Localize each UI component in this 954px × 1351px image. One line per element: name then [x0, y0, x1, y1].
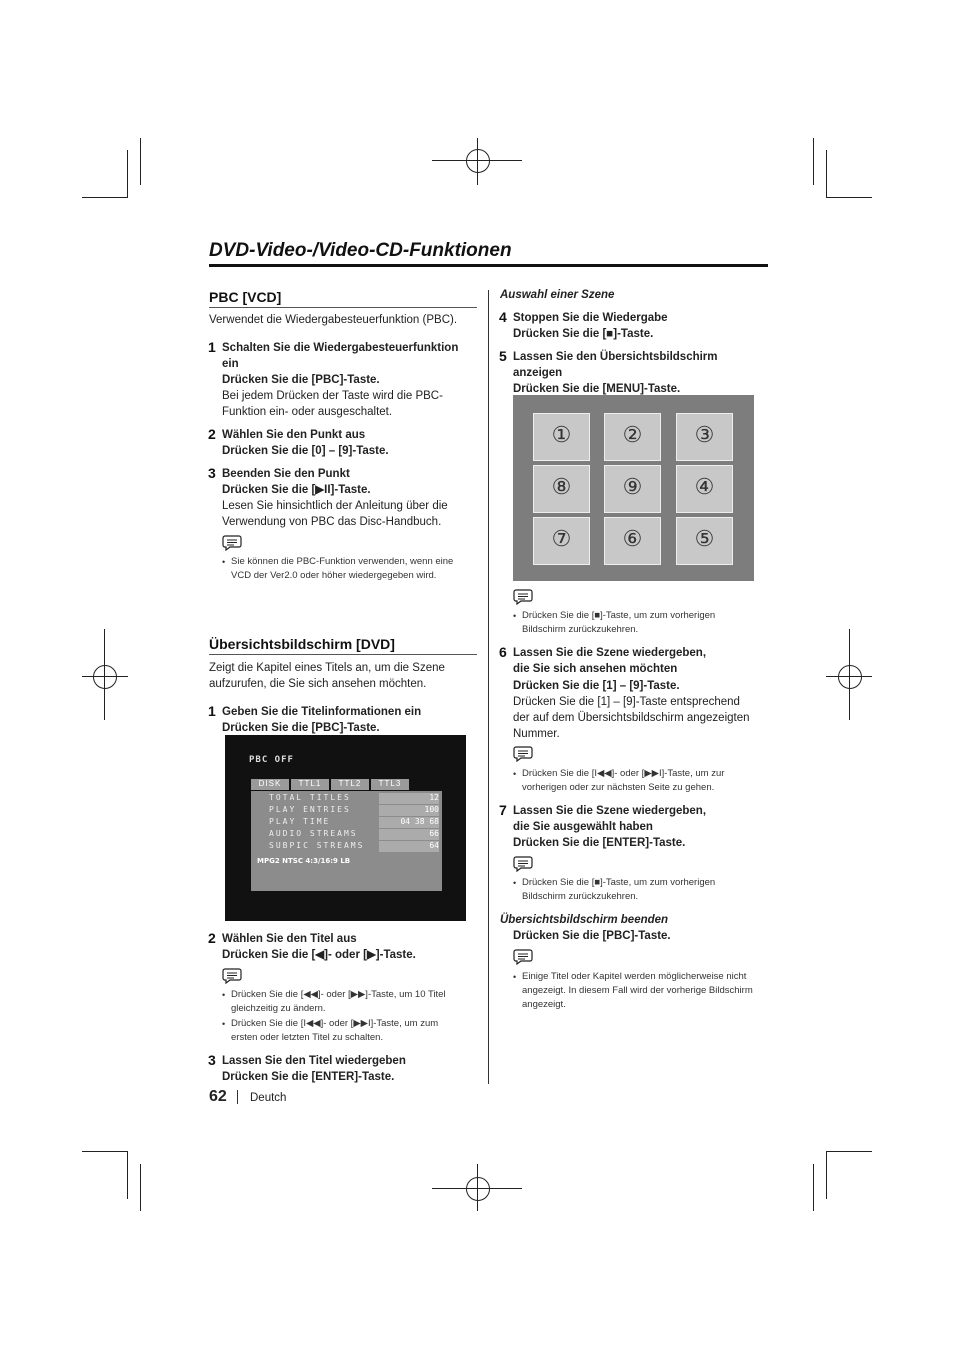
pbc-section-title: PBC [VCD] — [209, 289, 282, 305]
scene-thumbnail: ⑥ — [604, 517, 661, 565]
bullet: • — [222, 557, 226, 567]
step5-number: 5 — [499, 348, 507, 364]
title-info-screenshot — [225, 735, 466, 921]
step6-number: 6 — [499, 644, 507, 660]
scene-thumbnail: ③ — [676, 413, 733, 461]
pbc-note-cont: VCD der Ver2.0 oder höher wiedergegeben wird. — [231, 570, 437, 581]
step6-desc-cont: der auf dem Übersichtsbildschirm angezeigten — [513, 712, 750, 724]
pbc-step3-desc-cont: Verwendung von PBC das Disc-Handbuch. — [222, 516, 442, 528]
pbc-step2-action: Drücken Sie die [0] – [9]-Taste. — [222, 445, 389, 457]
column-divider — [488, 290, 489, 1084]
scene-thumbnail: ⑧ — [533, 465, 590, 513]
overview-step3-action: Drücken Sie die [ENTER]-Taste. — [222, 1071, 395, 1083]
title-rule — [209, 264, 768, 267]
screen-tab: DISK — [251, 779, 289, 790]
note-icon — [513, 589, 533, 605]
step4-number: 4 — [499, 309, 507, 325]
step7-heading-cont: die Sie ausgewählt haben — [513, 821, 653, 833]
end-note: Einige Titel oder Kapitel werden möglicherweise nicht — [522, 971, 747, 982]
pbc-step1-heading-cont: ein — [222, 358, 239, 370]
footer-separator — [237, 1090, 238, 1104]
end-note-cont: angezeigt. In diesem Fall wird der vorherige Bildschirm — [522, 985, 753, 996]
pbc-step3-desc: Lesen Sie hinsichtlich der Anleitung über die — [222, 500, 448, 512]
bullet: • — [513, 769, 517, 779]
step6-heading-cont: die Sie sich ansehen möchten — [513, 663, 678, 675]
overview-note: Drücken Sie die [I◀◀]- oder [▶▶I]-Taste, um zum — [231, 1018, 439, 1029]
pbc-step2-number: 2 — [208, 426, 216, 442]
screen-format: MPG2 NTSC 4:3/16:9 LB — [257, 857, 351, 865]
screen-tabs — [251, 779, 442, 791]
screen-row-value: 66 — [379, 829, 439, 840]
overview-step2-action: Drücken Sie die [◀]- oder [▶]-Taste. — [222, 949, 416, 961]
pbc-step3-action: Drücken Sie die [▶II]-Taste. — [222, 484, 371, 496]
pbc-note: Sie können die PBC-Funktion verwenden, wenn eine — [231, 556, 454, 567]
step6-desc: Drücken Sie die [1] – [9]-Taste entsprechend — [513, 696, 740, 708]
screen-tab: TTL2 — [331, 779, 369, 790]
scene-thumbnail: ⑨ — [604, 465, 661, 513]
overview-step1-action: Drücken Sie die [PBC]-Taste. — [222, 722, 380, 734]
screen-row-value: 100 — [379, 805, 439, 816]
screen-row-value: 64 — [379, 841, 439, 852]
overview-section-rule — [209, 654, 477, 655]
step7-number: 7 — [499, 802, 507, 818]
pbc-step3-number: 3 — [208, 465, 216, 481]
screen-row-label: PLAY TIME — [269, 817, 331, 826]
screen-row — [257, 841, 440, 853]
scene-thumbnail: ② — [604, 413, 661, 461]
step6-action: Drücken Sie die [1] – [9]-Taste. — [513, 680, 680, 692]
screen-row-label: AUDIO STREAMS — [269, 829, 358, 838]
overview-step1-heading: Geben Sie die Titelinformationen ein — [222, 706, 422, 718]
screen-pbc-status: PBC OFF — [249, 755, 294, 765]
overview-step2-number: 2 — [208, 930, 216, 946]
scene-thumbnail: ④ — [676, 465, 733, 513]
scene-thumbnail: ① — [533, 413, 590, 461]
end-heading: Übersichtsbildschirm beenden — [500, 914, 669, 926]
footer-language: Deutch — [250, 1092, 287, 1104]
screen-row — [257, 817, 440, 829]
pbc-intro: Verwendet die Wiedergabesteuerfunktion (PBC). — [209, 314, 458, 326]
end-note-end: angezeigt. — [522, 999, 566, 1010]
step7-note: Drücken Sie die [■]-Taste, um zum vorherigen — [522, 877, 716, 888]
screen-row-label: PLAY ENTRIES — [269, 805, 351, 814]
screen-tab: TTL3 — [371, 779, 409, 790]
screen-row — [257, 805, 440, 817]
note-icon — [222, 968, 242, 984]
step7-note-cont: Bildschirm zurückzukehren. — [522, 891, 639, 902]
overview-intro: Zeigt die Kapitel eines Titels an, um die Szene — [209, 662, 445, 674]
overview-note-cont: gleichzeitig zu ändern. — [231, 1003, 326, 1014]
overview-screenshot — [513, 395, 754, 581]
overview-step3-number: 3 — [208, 1052, 216, 1068]
screen-row-label: SUBPIC STREAMS — [269, 841, 365, 850]
pbc-step2-heading: Wählen Sie den Punkt aus — [222, 429, 366, 441]
scene-thumbnail: ⑤ — [676, 517, 733, 565]
overview-note: Drücken Sie die [◀◀]- oder [▶▶]-Taste, um 10 Titel — [231, 989, 446, 1000]
scene-heading: Auswahl einer Szene — [500, 289, 615, 301]
bullet: • — [222, 1019, 226, 1029]
bullet: • — [513, 611, 517, 621]
bullet: • — [513, 878, 517, 888]
step6-note-cont: vorherigen oder zur nächsten Seite zu gehen. — [522, 782, 715, 793]
page-number: 62 — [209, 1088, 227, 1105]
pbc-step1-action: Drücken Sie die [PBC]-Taste. — [222, 374, 380, 386]
bullet: • — [222, 990, 226, 1000]
overview-step3-heading: Lassen Sie den Titel wiedergeben — [222, 1055, 406, 1067]
pbc-step3-heading: Beenden Sie den Punkt — [222, 468, 350, 480]
end-action: Drücken Sie die [PBC]-Taste. — [513, 930, 671, 942]
screen-row — [257, 793, 440, 805]
step7-heading: Lassen Sie die Szene wiedergeben, — [513, 805, 707, 817]
pbc-step1-heading: Schalten Sie die Wiedergabesteuerfunktion — [222, 342, 459, 354]
step5-heading-cont: anzeigen — [513, 367, 563, 379]
pbc-step1-number: 1 — [208, 339, 216, 355]
note-icon — [513, 746, 533, 762]
overview-intro-cont: aufzurufen, die Sie sich ansehen möchten. — [209, 678, 427, 690]
step5-heading: Lassen Sie den Übersichtsbildschirm — [513, 351, 718, 363]
step6-note: Drücken Sie die [I◀◀]- oder [▶▶I]-Taste, um zur — [522, 768, 725, 779]
step7-action: Drücken Sie die [ENTER]-Taste. — [513, 837, 686, 849]
screen-row-value: 04 38 68 — [379, 817, 439, 828]
step4-heading: Stoppen Sie die Wiedergabe — [513, 312, 668, 324]
overview-step1-number: 1 — [208, 703, 216, 719]
note-icon — [513, 949, 533, 965]
pbc-step1-desc: Bei jedem Drücken der Taste wird die PBC- — [222, 390, 443, 402]
step4-action: Drücken Sie die [■]-Taste. — [513, 328, 654, 340]
bullet: • — [513, 972, 517, 982]
step6-heading: Lassen Sie die Szene wiedergeben, — [513, 647, 707, 659]
scene-thumbnail: ⑦ — [533, 517, 590, 565]
note-icon — [513, 856, 533, 872]
step5-action: Drücken Sie die [MENU]-Taste. — [513, 383, 681, 395]
overview-step2-heading: Wählen Sie den Titel aus — [222, 933, 357, 945]
step5-note-cont: Bildschirm zurückzukehren. — [522, 624, 639, 635]
screen-tab: TTL1 — [291, 779, 329, 790]
pbc-section-rule — [209, 307, 477, 308]
step6-desc-end: Nummer. — [513, 728, 560, 740]
screen-panel — [251, 791, 442, 891]
screen-row-label: TOTAL TITLES — [269, 793, 351, 802]
step5-note: Drücken Sie die [■]-Taste, um zum vorherigen — [522, 610, 716, 621]
screen-row — [257, 829, 440, 841]
overview-note-cont: ersten oder letzten Titel zu schalten. — [231, 1032, 384, 1043]
pbc-step1-desc-cont: Funktion ein- oder ausgeschaltet. — [222, 406, 393, 418]
note-icon — [222, 535, 242, 551]
screen-row-value: 12 — [379, 793, 439, 804]
overview-section-title: Übersichtsbildschirm [DVD] — [209, 636, 395, 652]
page-title: DVD-Video-/Video-CD-Funktionen — [209, 240, 512, 261]
